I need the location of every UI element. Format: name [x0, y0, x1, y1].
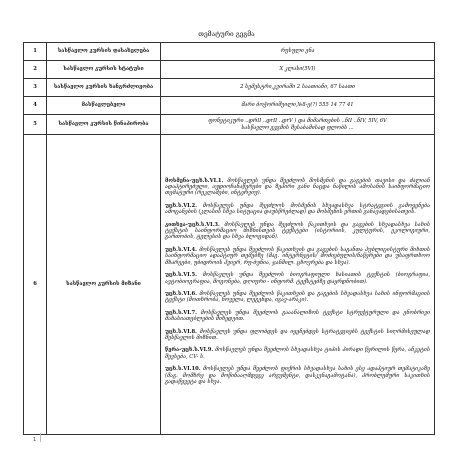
row-number: 4 [24, 97, 47, 115]
row-value: X კლასი(5VI) [161, 61, 435, 79]
goal-item [165, 247, 430, 266]
goal-text: მოსწავლეს უნდა შეეძლოს ფიქრის სხვადასხვა სახის ესე ადაპტიურ თემატიკაზე (მაგ. მომხრე და მოწინააღმდეგე არგუმენტი, დასკვნაგამოტანა), პრობლემური საკითხის გადაწყვეტა და სხვა. [165, 366, 430, 385]
table-row [24, 79, 435, 97]
row-label: მასწავლებელი [47, 97, 161, 115]
goal-item [165, 347, 430, 360]
document-title: თემატური გეგმა [198, 30, 255, 38]
prerequisite-line: სასწავლო გეგმის შესაბამისად ფლობს ... [241, 124, 354, 131]
syllabus-table [23, 42, 435, 435]
row-number: 1 [24, 43, 47, 61]
row-number: 3 [24, 79, 47, 97]
row-label: სასწავლო კურსის წინაპირობა [47, 115, 161, 135]
goal-text: მოსწავლეს უნდა შეეძლოს წაკითხვის და გაგების სხვადასხვა სახის ინფორმაციის ტექსტი (მოთხრობა, ნოველა, ლეგენდა, იგავ-არაკი). [165, 290, 431, 304]
goal-item [165, 329, 430, 342]
goal-item [165, 272, 430, 285]
goal-item [165, 178, 430, 197]
row-label: სასწავლო კურსის ხანგრძლივობა [47, 79, 161, 97]
prerequisite-line: ფონეტიკური ..დრII ..დrII ..დrV ) და მიმართების ..ნII ..ნIV, 5IV, 6V [208, 118, 387, 125]
row-value: რუსული ენა [161, 43, 435, 61]
goal-code: უცხ.ს.VI.7. [165, 309, 197, 316]
row-value: 2 სემესტრი,კვირაში 2 საათიანი, 67 საათი [161, 79, 435, 97]
goal-text: მოსწავლეს უნდა შეეძლოს გააანალიზოს ტექსტი სტრუქტურული და ენობრივი მახასიათებლების მიხედვით. [165, 309, 430, 323]
table-row [24, 97, 435, 115]
row-number: 5 [24, 115, 47, 135]
row-label: სასწავლო კურსის მიზანი [47, 135, 161, 435]
goal-text: მოსწავლეს უნდა შეეძლოს წაკითხვის და გაგების სხვადასხვა სახის ტექსტის საინფორმაციო მიზნისთვის ტექსტები (ისტორიის, კულტურის, ეკოლოგიური, გართობის, ტელესის და სხვა ბლოგიდან). [165, 221, 430, 241]
row-value [161, 115, 435, 135]
goal-item [165, 222, 430, 241]
table-row [24, 43, 435, 61]
goal-item [165, 366, 430, 385]
table-row [24, 135, 435, 435]
goal-code: წერა-უცხ.ს.VI.9. [165, 347, 214, 354]
table-row [24, 61, 435, 79]
page-number: 1 [33, 437, 37, 443]
goal-code: უცხ.ს.VI.5. [165, 272, 197, 279]
goal-text: მოსწავლეს უნდა შეეძლოს წაკითხვის და გაგების საგანთა პუბლიცისტური მიხთის საინფორმაციო ადაპტიურ თემებზე (მაგ. ინტერნეტის/ მოძიებულის/ნაწერები და უსაფრთხოო მხარეები, უბიდროის ჰვიერ, რუ-ბუნია, ჯანმილ. ცხოვრება და სხვა). [165, 246, 430, 266]
footer-divider [40, 433, 41, 442]
goal-code: უცხ.ს.VI.8. [165, 328, 197, 335]
goal-item [165, 310, 430, 323]
goal-code: უცხ.ს.VI.6. [165, 290, 197, 297]
goal-code: უცხ.ს.VI.2. [165, 202, 197, 209]
goal-code: კითხვა-უცხ.ს.VI.3. [165, 221, 220, 228]
goal-code: უცხ.ს.VI.10. [165, 366, 201, 373]
goal-item [165, 203, 430, 216]
goal-text: მოსწავლეს უნდა შეეძლოს მოსმენის და გაგების თავისი და ძალიან ადაპტირებული, აუდიოჩანაწერები და ზეპირი განი ნაცდა ნაწილის ამოსანის საინფორმაციო თემატური (რეკლამები, ინტერვიუ). [165, 177, 431, 197]
course-goals-cell [161, 135, 435, 435]
row-value: მარი ბოჭორიშვილი,№8-ე(?) 555 14 77 41 [161, 97, 435, 115]
row-number: 2 [24, 61, 47, 79]
goal-code: უცხ.ს.VI.4. [165, 246, 197, 253]
goal-text: მოსწავლეს უნდა ფლობდეს და იყენებდეს სტრატეგიებს ტექსტის სიღრმისეულად შესწავლის მიზნით. [165, 328, 430, 341]
goal-text: მოსწავლეს უნდა შეეძლოს მოსმენის სხვადასხვა სტრატეგიის გამოყენება ამოცანების (კლასის სხვა სიტუაცია დაუსწრებლად) და მოსმენის ერთის განავადებისათვის. [165, 202, 430, 216]
goal-code: მოსმენა-უცხ.ს.VI.1. [165, 177, 224, 184]
goal-item [165, 291, 430, 304]
row-label: სასწავლო კურსის დასახელება [47, 43, 161, 61]
goal-text: მოსწავლეს უნდა შეეძლოს ბიოგრაფიული ხასიათის ტექსტის (ბიოგრაფია, ავტობიოგრაფია, მოგონება, დღიური - ინფორმ. ტექსტებზე დაყრდნობით). [165, 272, 430, 285]
table-row [24, 115, 435, 135]
row-label: სასწავლო კურსის სტატუსი [47, 61, 161, 79]
goal-text: მოსწავლეს უნდა შეეძლოს სხვადასხვა ტიპის პირადი წერილის წერა, ანკეტის შევსება, CV- ს. [165, 347, 430, 360]
row-number: 6 [24, 135, 47, 435]
